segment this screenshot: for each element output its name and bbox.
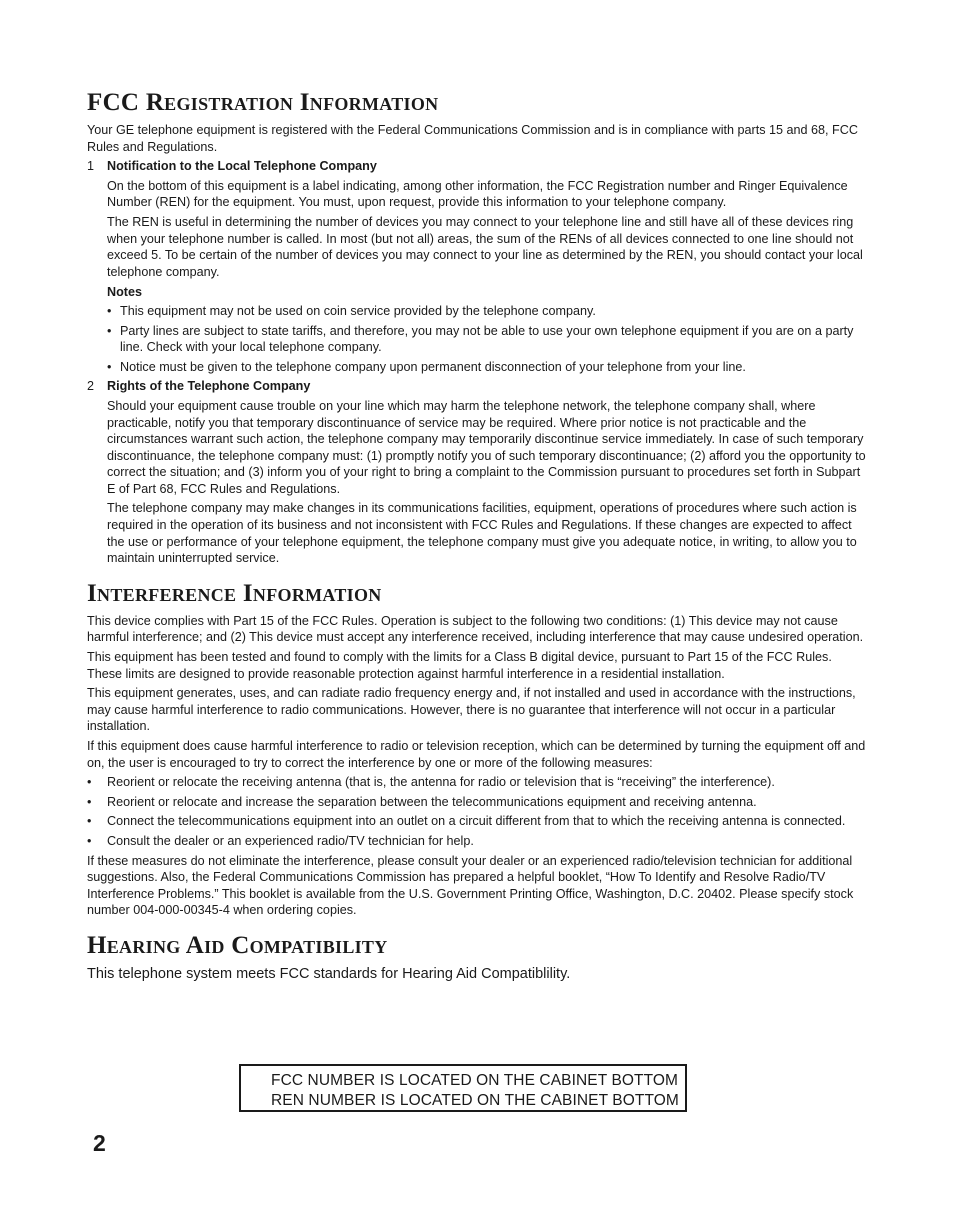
measures-list — [87, 774, 867, 849]
item-notification — [87, 158, 867, 375]
item-rights — [87, 378, 867, 567]
interference-section — [87, 579, 867, 919]
list-item: • Party lines are subject to state tariffs, and therefore, you may not be able to use your own telephone equipment if you are on a party line. Check with your local telephone company. — [107, 323, 867, 356]
item-notification-body — [107, 178, 867, 376]
interference-title: Interference Information — [87, 579, 382, 607]
paragraph: Should your equipment cause trouble on your line which may harm the telephone network, the telephone company shall, where practicable, notify you that temporary discontinuance of service may be required. Where prior notice is not practicable and the circumstances warrant such action, the telephone company may temporarily discontinue service immediately. In case of such temporary discontinuance, the telephone company must: (1) promptly notify you of such temporary discontinuance; (2) afford you the opportunity to correct the situation; and (3) inform you of your right to bring a complaint to the Commission pursuant to procedures set forth in Subpart E of Part 68, FCC Rules and Regulations. — [107, 398, 866, 496]
ren-number-notice: REN NUMBER IS LOCATED ON THE CABINET BOTTOM — [271, 1092, 679, 1109]
paragraph: If this equipment does cause harmful interference to radio or television reception, which can be determined by turning the equipment off and on, the user is encouraged to try to correct the interference by one or more of the following measures: — [87, 739, 866, 770]
item-notification-heading — [87, 158, 867, 175]
cabinet-notice-box — [239, 1064, 687, 1112]
fcc-registration-title: FCC Registration Information — [87, 89, 439, 116]
paragraph: The telephone company may make changes in its communications facilities, equipment, operations of procedures where such action is required in the operation of its business and not inconsistent with FCC Rules and Regulations. If these changes are expected to affect the use or performance of your telephone equipment, the telephone company must give you adequate notice, in writing, to allow you to maintain uninterrupted service. — [107, 501, 857, 566]
notes-list — [107, 303, 867, 375]
paragraph: This device complies with Part 15 of the FCC Rules. Operation is subject to the following two conditions: (1) This device may not cause harmful interference; and (2) This device must accept any interference received, including interference that may cause undesired operation. — [87, 613, 864, 645]
page-number: 2 — [93, 1130, 106, 1156]
item-number: 2 — [87, 379, 95, 394]
paragraph: This equipment generates, uses, and can radiate radio frequency energy and, if not installed and used in accordance with the instructions, may cause harmful interference to radio communications. However, there is no guarantee that interference will not occur in a particular installation. — [87, 686, 856, 734]
fcc-number-notice: FCC NUMBER IS LOCATED ON THE CABINET BOTTOM — [271, 1072, 679, 1089]
list-item: • Notice must be given to the telephone company upon permanent disconnection of your telephone from your line. — [107, 359, 867, 376]
list-item: • Consult the dealer or an experienced radio/TV technician for help. — [87, 833, 867, 850]
list-item: • This equipment may not be used on coin service provided by the telephone company. — [107, 303, 867, 320]
notes-label: Notes — [107, 285, 142, 300]
hearing-aid-title: Hearing Aid Compatibility — [87, 931, 388, 959]
document-page — [87, 88, 867, 995]
fcc-intro-paragraph: Your GE telephone equipment is registered with the Federal Communications Commission and is in compliance with parts 15 and 68, FCC Rules and Regulations. — [87, 123, 858, 154]
fcc-registration-section — [87, 88, 867, 567]
item-rights-body — [107, 398, 867, 567]
list-item: • Reorient or relocate and increase the separation between the telecommunications equipment and receiving antenna. — [87, 794, 867, 811]
paragraph: If these measures do not eliminate the interference, please consult your dealer or an experienced radio/television technician for additional suggestions. Also, the Federal Communications Commission has prepared a helpful booklet, “How To Identify and Resolve Radio/TV Interference Problems.” This booklet is available from the U.S. Government Printing Office, Washington, D.C. 20402. Please specify stock number 004-000-00345-4 when ordering copies. — [87, 853, 854, 918]
list-item: • Connect the telecommunications equipment into an outlet on a circuit different from that to which the receiving antenna is connected. — [87, 813, 867, 830]
paragraph: On the bottom of this equipment is a label indicating, among other information, the FCC Registration number and Ringer Equivalence Number (REN) for the equipment. You must, upon request, provide this information to your telephone company. — [107, 178, 848, 210]
item-number: 1 — [87, 159, 95, 174]
item-heading-text: Rights of the Telephone Company — [107, 379, 311, 394]
paragraph: This telephone system meets FCC standards for Hearing Aid Compatiblility. — [87, 965, 571, 982]
paragraph: The REN is useful in determining the number of devices you may connect to your telephone line and still have all of these devices ring when your telephone number is called. In most (but not all) areas, the sum of the RENs of all devices connected to one line should not exceed 5. To be certain of the number of devices you may connect to your line as determined by the REN, you should contact your local telephone company. — [107, 214, 863, 279]
item-rights-heading — [87, 378, 867, 395]
list-item: • Reorient or relocate the receiving antenna (that is, the antenna for radio or television that is “receiving” the interference). — [87, 774, 867, 791]
hearing-aid-section — [87, 931, 867, 983]
paragraph: This equipment has been tested and found to comply with the limits for a Class B digital device, pursuant to Part 15 of the FCC Rules. These limits are designed to provide reasonable protection against harmful interference in a residential installation. — [87, 650, 832, 681]
item-heading-text: Notification to the Local Telephone Company — [107, 159, 377, 174]
